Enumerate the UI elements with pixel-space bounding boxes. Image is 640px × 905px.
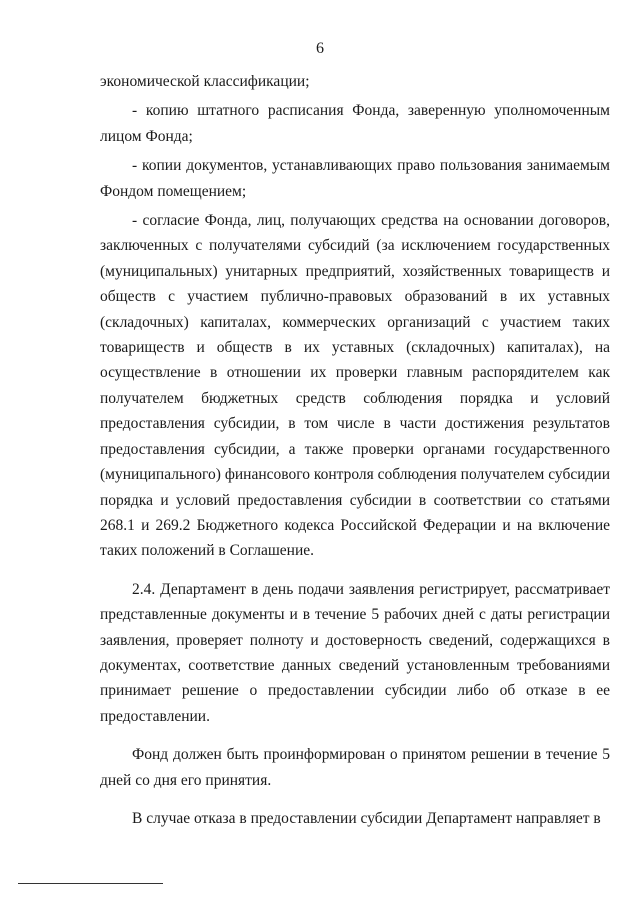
paragraph-list-item-consent: - согласие Фонда, лиц, получающих средства на основании договоров, заключенных с получателями субсидий (за исключением государственных (муниципальных) унитарных предприятий, хозяйственных товариществ и обществ с участием публично-правовых образований в их уставных (складочных) капиталах, коммерческих организаций с участием таких товариществ и обществ в их уставных (складочных) капиталах), на осуществление в отношении их проверки главным распорядителем как получателем бюджетных средств соблюдения порядка и условий предоставления субсидии, в том числе в части достижения результатов предоставления субсидии, а также проверки органами государственного (муниципального) финансового контроля соблюдения получателем субсидии порядка и условий предоставления субсидии в соответствии со статьями 268.1 и 269.2 Бюджетного кодекса Российской Федерации и на включение таких положений в Соглашение. bbox=[100, 212, 610, 560]
page-number: 6 bbox=[316, 40, 324, 57]
paragraph-continuation: экономической классификации; bbox=[100, 73, 310, 90]
paragraph-list-item-premises-documents: - копии документов, устанавливающих право пользования занимаемым Фондом помещением; bbox=[100, 157, 610, 200]
footer-rule bbox=[18, 883, 163, 884]
paragraph-refusal: В случае отказа в предоставлении субсидии Департамент направляет в bbox=[132, 809, 601, 827]
paragraph-list-item-staff-schedule: - копию штатного расписания Фонда, заверенную уполномоченным лицом Фонда; bbox=[100, 102, 610, 145]
paragraph-notification: Фонд должен быть проинформирован о принятом решении в течение 5 дней со дня его принятия. bbox=[100, 746, 610, 789]
document-body bbox=[100, 69, 610, 831]
paragraph-section-2-4: 2.4. Департамент в день подачи заявления регистрирует, рассматривает представленные документы и в течение 5 рабочих дней с даты регистрации заявления, проверяет полноту и достоверность сведений, содержащихся в документах, соответствие данных сведений установленным требованиями принимает решение о предоставлении субсидии либо об отказе в ее предоставлении. bbox=[100, 580, 610, 725]
